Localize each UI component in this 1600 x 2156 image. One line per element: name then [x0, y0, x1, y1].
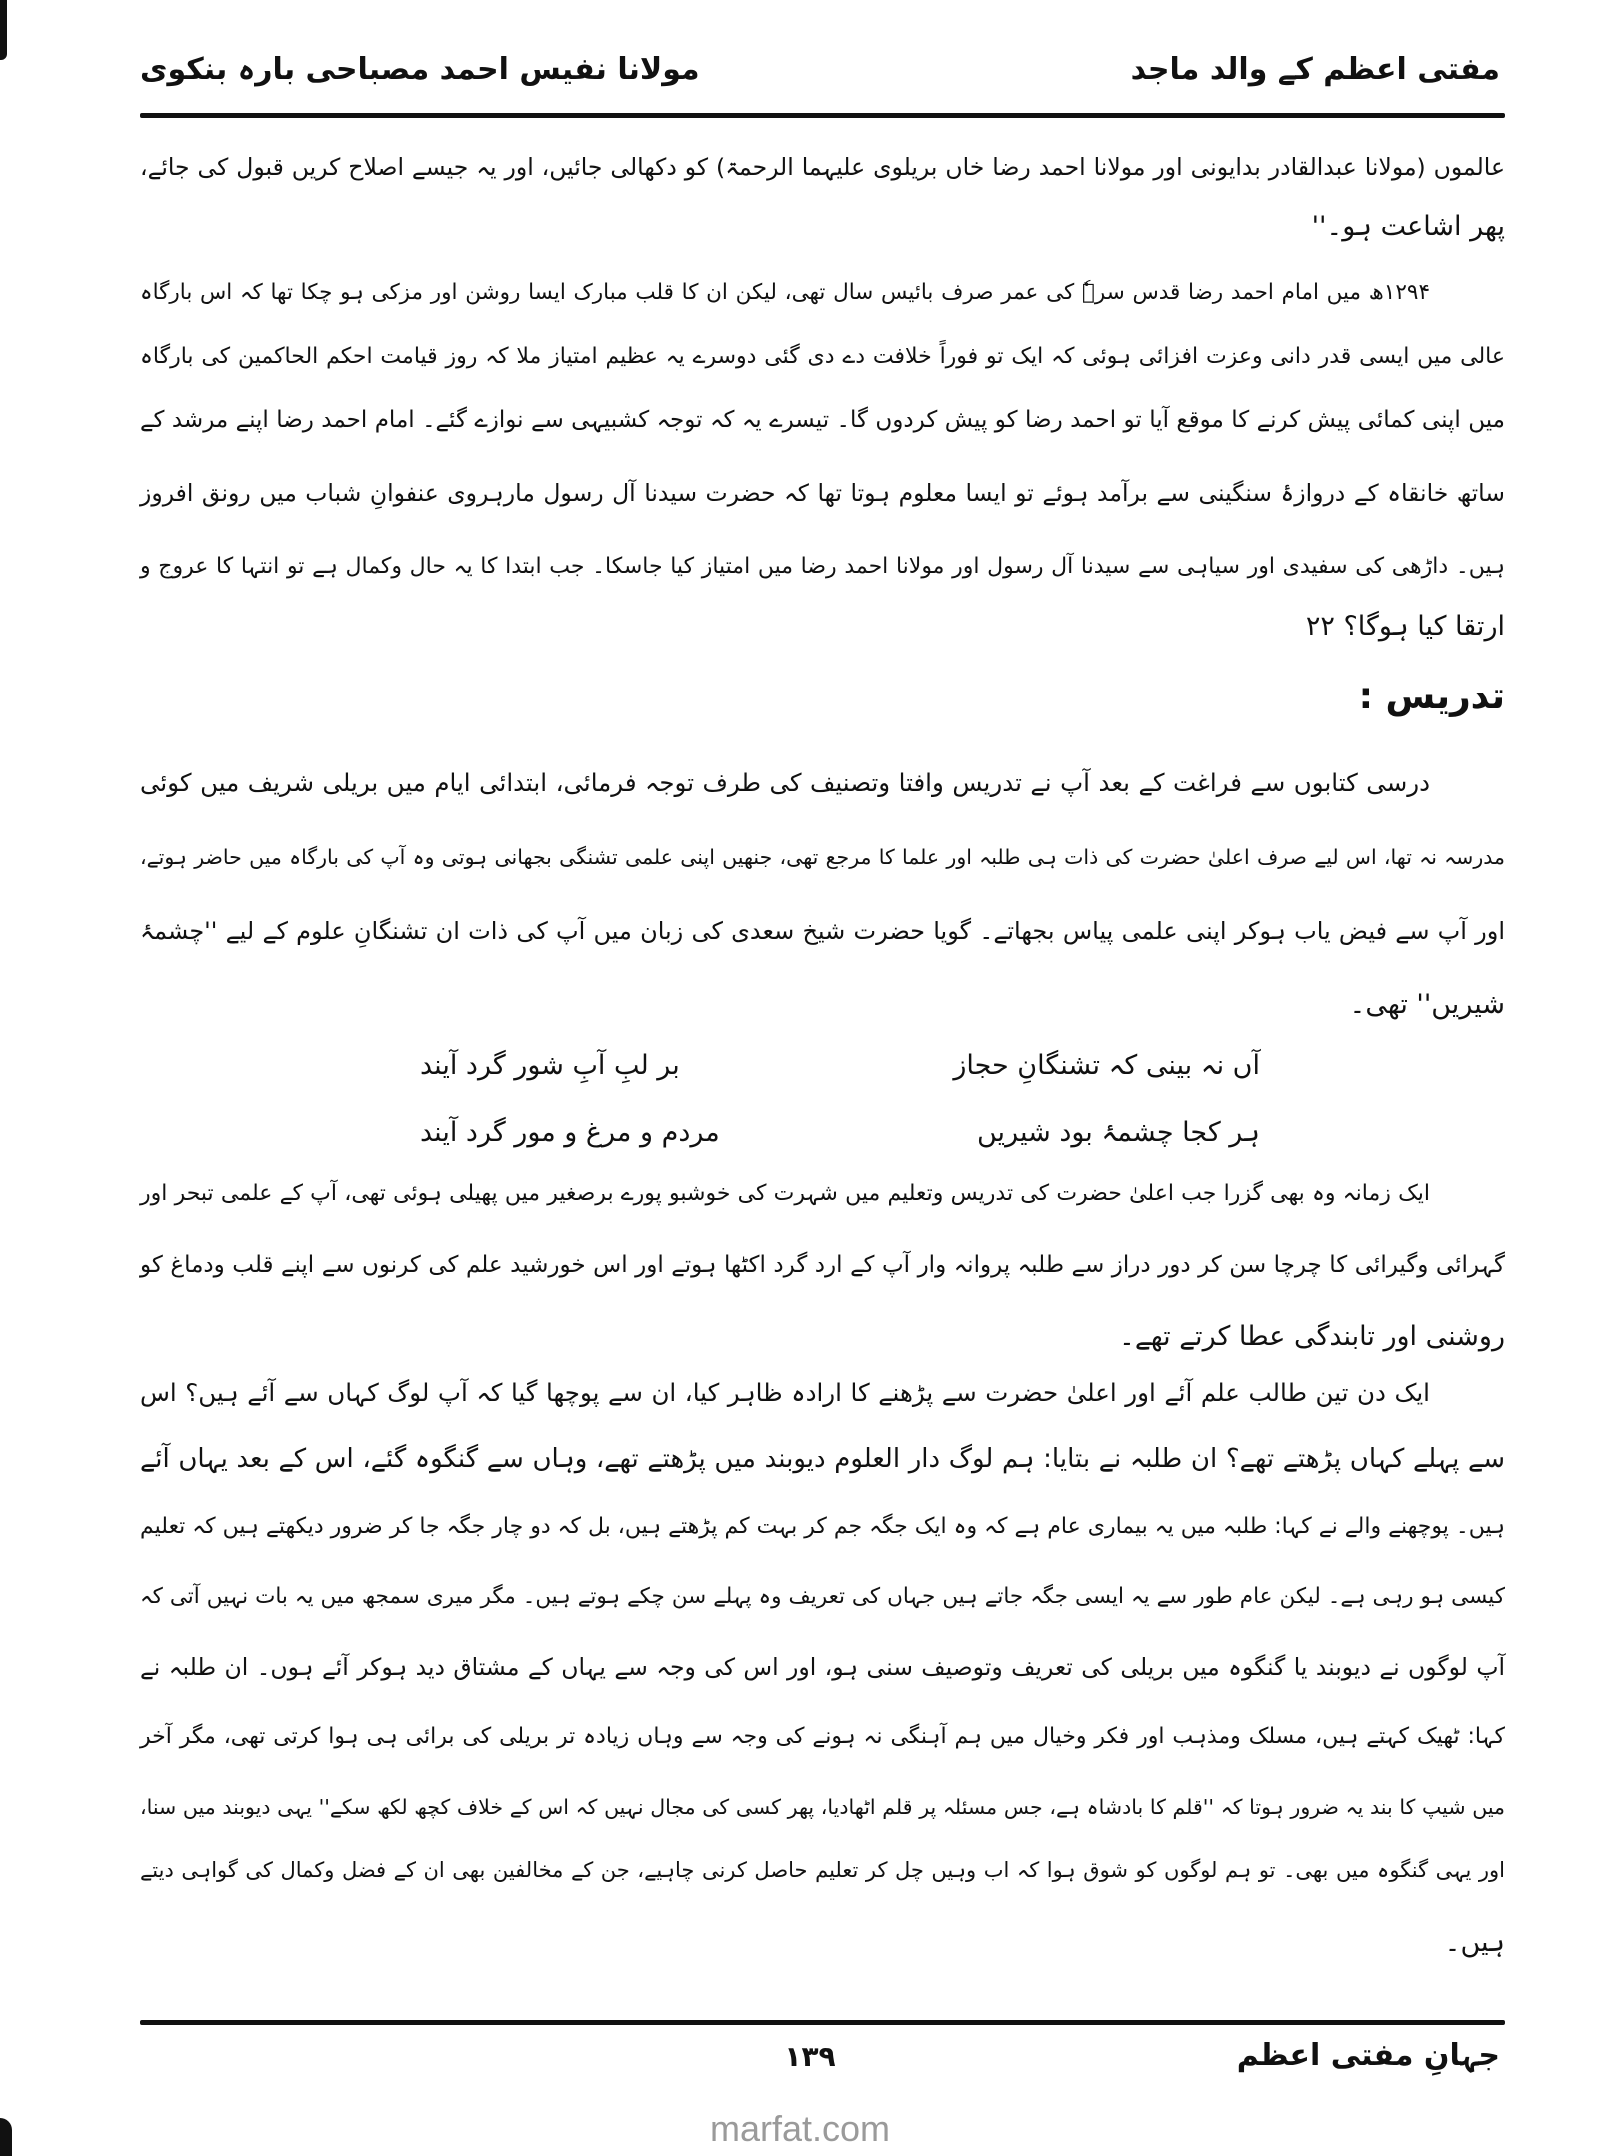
- running-header-author: مولانا نفیس احمد مصباحی بارہ بنکوی: [140, 52, 700, 87]
- verse-line: [420, 1044, 1260, 1088]
- verse-hemistich: آں نہ بینی کہ تشنگانِ حجاز: [953, 1050, 1260, 1081]
- text-line: میں اپنی کمائی پیش کرنے کا موقع آیا تو احمد رضا کو پیش کردوں گا۔ تیسرے یہ کہ توجہ کشبیہی سے نوازے گئے۔ امام احمد رضا اپنے مرشد کے: [140, 407, 1505, 433]
- text-line: روشنی اور تابندگی عطا کرتے تھے۔: [1119, 1321, 1505, 1352]
- verse-hemistich: ہر کجا چشمۂ بود شیریں: [977, 1117, 1260, 1148]
- text-line: سے پہلے کہاں پڑھتے تھے؟ ان طلبہ نے بتایا: ہم لوگ دار العلوم دیوبند میں پڑھتے تھے، وہاں سے گنگوہ گئے، اس کے بعد یہاں آئے: [140, 1444, 1505, 1474]
- watermark: marfat.com: [709, 2108, 891, 2149]
- scan-shadow: [0, 0, 7, 60]
- text-line: اور آپ سے فیض یاب ہوکر اپنی علمی پیاس بجھاتے۔ گویا حضرت شیخ سعدی کی زبان میں آپ کی ذات ان تشنگانِ علوم کے لیے ''چشمۂ: [140, 917, 1505, 945]
- text-line: ۱۲۹۴ھ میں امام احمد رضا قدس سرہٗ کی عمر صرف بائیس سال تھی، لیکن ان کا قلب مبارک ایسا روشن اور مزکی ہو چکا تھا کہ اس بارگاہ: [140, 280, 1430, 305]
- text-line: اور یہی گنگوہ میں بھی۔ تو ہم لوگوں کو شوق ہوا کہ اب وہیں چل کر تعلیم حاصل کرنی چاہیے، جن کے مخالفین بھی ان کے فضل وکمال کی گواہی دیتے: [140, 1858, 1505, 1882]
- verse-hemistich: بر لبِ آبِ شور گرد آیند: [420, 1050, 680, 1081]
- header-rule: [140, 113, 1505, 118]
- text-line: عالی میں ایسی قدر دانی وعزت افزائی ہوئی کہ ایک تو فوراً خلافت دے دی گئی دوسرے یہ عظیم امتیاز ملا کہ روز قیامت احکم الحاکمین کی بارگاہ: [140, 344, 1505, 369]
- text-line: ایک دن تین طالب علم آئے اور اعلیٰ حضرت سے پڑھنے کا ارادہ ظاہر کیا، ان سے پوچھا گیا کہ آپ لوگ کہاں سے آئے ہیں؟ اس: [140, 1378, 1430, 1407]
- text-line: درسی کتابوں سے فراغت کے بعد آپ نے تدریس وافتا وتصنیف کی طرف توجہ فرمائی، ابتدائی ایام میں بریلی شریف میں کوئی: [140, 768, 1430, 797]
- text-line: کہا: ٹھیک کہتے ہیں، مسلک ومذہب اور فکر وخیال میں ہم آہنگی نہ ہونے کی وجہ سے وہاں زیادہ تر بریلی کی برائی ہی ہوا کرتی تھی، مگر آخر: [140, 1724, 1505, 1749]
- text-line: مدرسہ نہ تھا، اس لیے صرف اعلیٰ حضرت کی ذات ہی طلبہ اور علما کا مرجع تھی، جنھیں اپنی علمی تشنگی بجھانی ہوتی وہ آپ کی بارگاہ میں حاضر ہوتے،: [140, 845, 1505, 869]
- verse-line: [420, 1111, 1260, 1155]
- text-line: گہرائی وگیرائی کا چرچا سن کر دور دراز سے طلبہ پروانہ وار آپ کے ارد گرد اکٹھا ہوتے اور اس خورشید علم کی کرنوں سے اپنے قلب ودماغ کو: [140, 1252, 1505, 1278]
- running-footer-book-title: جہانِ مفتی اعظم: [1236, 2038, 1500, 2073]
- footer-rule: [140, 2020, 1505, 2025]
- text-line: میں شیپ کا بند یہ ضرور ہوتا کہ ''قلم کا بادشاہ ہے، جس مسئلہ پر قلم اٹھادیا، پھر کسی کی مجال نہیں کہ اس کے خلاف کچھ لکھ سکے'' یہی دیوبند میں سنا،: [140, 1795, 1505, 1819]
- text-line: پھر اشاعت ہو۔'': [1311, 211, 1505, 242]
- text-line: عالموں (مولانا عبدالقادر بدایونی اور مولانا احمد رضا خاں بریلوی علیہما الرحمۃ) کو دکھالی جائیں، اور یہ جیسے اصلاح کریں قبول کی جائے،: [140, 153, 1505, 181]
- text-line: آپ لوگوں نے دیوبند یا گنگوہ میں بریلی کی تعریف وتوصیف سنی ہو، اور اس کی وجہ سے یہاں کے مشتاق دید ہوکر آئے ہوں۔ ان طلبہ نے: [140, 1653, 1505, 1681]
- text-line: ارتقا کیا ہوگا؟ ۲۲: [1305, 611, 1505, 642]
- text-line: ایک زمانہ وہ بھی گزرا جب اعلیٰ حضرت کی تدریس وتعلیم میں شہرت کی خوشبو پورے برصغیر میں پھیلی ہوئی تھی، آپ کے علمی تبحر اور: [140, 1181, 1430, 1206]
- text-line: شیریں'' تھی۔: [1349, 989, 1505, 1020]
- running-header-chapter-title: مفتی اعظم کے والد ماجد: [1130, 52, 1500, 87]
- text-line: ہیں۔ پوچھنے والے نے کہا: طلبہ میں یہ بیماری عام ہے کہ وہ ایک جگہ جم کر بہت کم پڑھتے ہیں، بل کہ دو چار جگہ جا کر ضرور دیکھتے ہیں کہ تعلیم: [140, 1514, 1505, 1539]
- text-line: ہیں۔: [1444, 1927, 1505, 1958]
- text-line: ساتھ خانقاہ کے دروازۂ سنگینی سے برآمد ہوئے تو ایسا معلوم ہوتا تھا کہ حضرت سیدنا آل رسول مارہروی عنفوانِ شباب میں رونق افروز: [140, 479, 1505, 507]
- verse-hemistich: مردم و مرغ و مور گرد آیند: [420, 1117, 720, 1148]
- section-heading: تدریس :: [1358, 676, 1505, 717]
- text-line: کیسی ہو رہی ہے۔ لیکن عام طور سے یہ ایسی جگہ جاتے ہیں جہاں کی تعریف وہ پہلے سن چکے ہوتے ہیں۔ مگر میری سمجھ میں یہ بات نہیں آتی کہ: [140, 1584, 1505, 1609]
- page-number: ۱۳۹: [784, 2040, 836, 2073]
- text-line: ہیں۔ داڑھی کی سفیدی اور سیاہی سے سیدنا آل رسول اور مولانا احمد رضا میں امتیاز کیا جاسکا۔ جب ابتدا کا یہ حال وکمال ہے تو انتہا کا عروج و: [140, 554, 1505, 579]
